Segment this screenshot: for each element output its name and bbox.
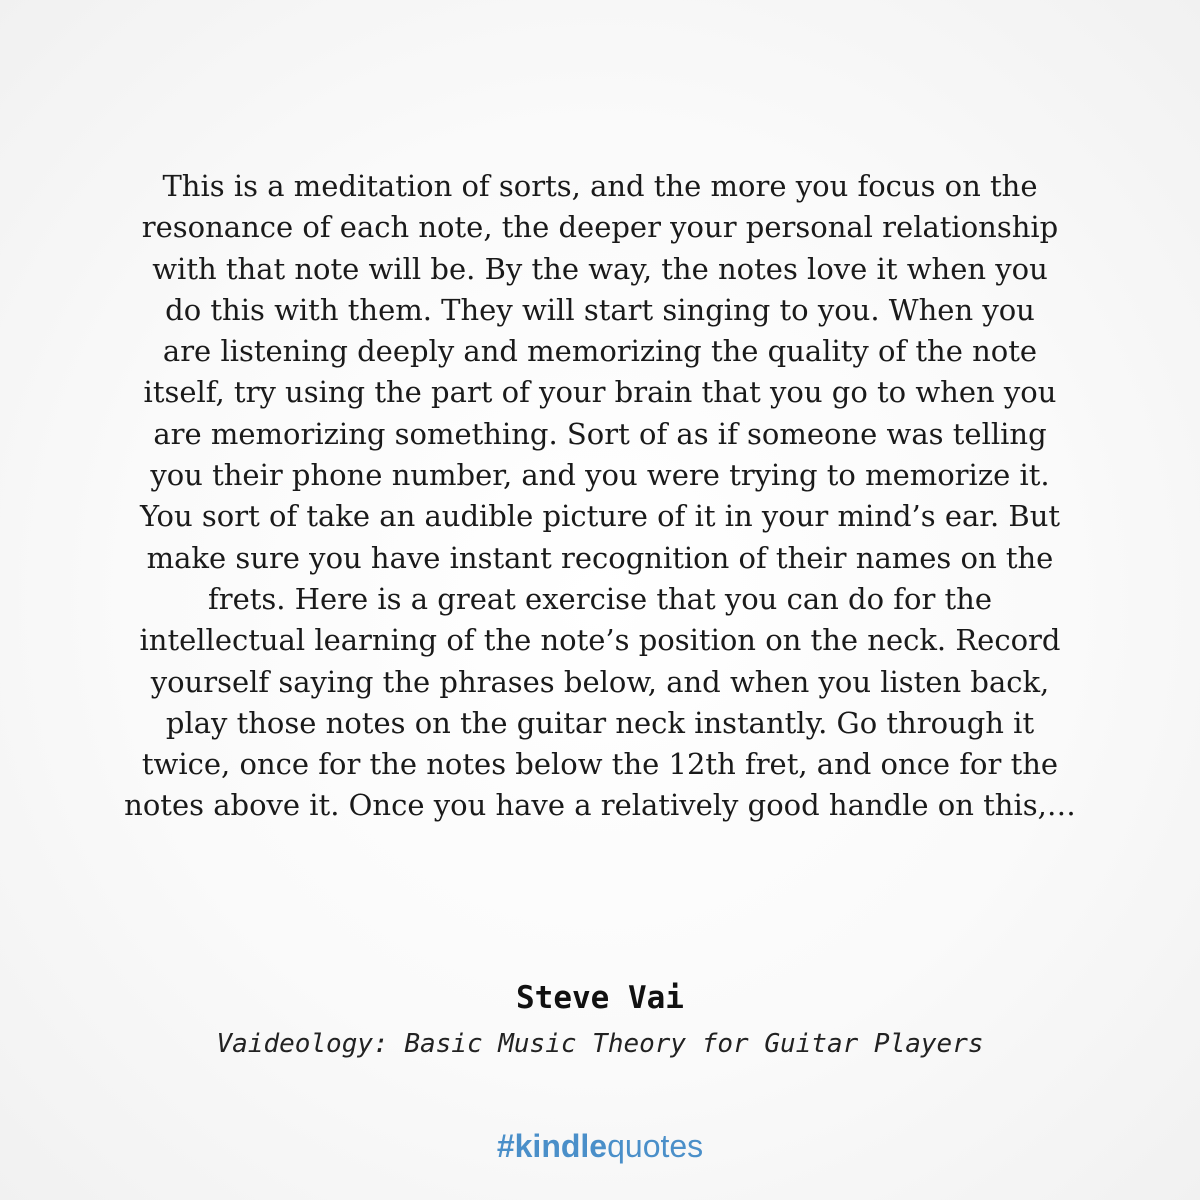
quote-line: make sure you have instant recognition of their names on the [146,540,1054,575]
quote-line: intellectual learning of the note’s position on the neck. Record [139,623,1061,658]
quote-text [60,166,1140,827]
hashtag[interactable] [0,1126,1200,1166]
quote-line: yourself saying the phrases below, and when you listen back, [150,664,1050,699]
quote-line: are listening deeply and memorizing the quality of the note [162,334,1038,369]
hashtag-quotes: quotes [607,1128,704,1164]
quote-line: notes above it. Once you have a relatively good handle on this,… [124,788,1076,823]
quote-line: with that note will be. By the way, the notes love it when you [152,251,1048,286]
hashtag-kindle: #kindle [496,1128,608,1164]
quote-line: frets. Here is a great exercise that you can do for the [207,581,993,616]
quote-line: you their phone number, and you were trying to memorize it. [150,458,1050,493]
quote-line: play those notes on the guitar neck instantly. Go through it [165,705,1035,740]
quote-line: resonance of each note, the deeper your personal relationship [141,210,1059,245]
quote-line: are memorizing something. Sort of as if someone was telling [153,416,1047,451]
quote-line: twice, once for the notes below the 12th fret, and once for the [141,747,1059,782]
quote-line: This is a meditation of sorts, and the more you focus on the [162,169,1038,203]
quote-line: itself, try using the part of your brain that you go to when you [143,375,1057,410]
book-title: Vaideology: Basic Music Theory for Guitar Players [216,1029,984,1059]
author-name: Steve Vai [516,980,684,1016]
quote-line: You sort of take an audible picture of it in your mind’s ear. But [139,499,1061,534]
quote-line: do this with them. They will start singing to you. When you [165,292,1035,327]
